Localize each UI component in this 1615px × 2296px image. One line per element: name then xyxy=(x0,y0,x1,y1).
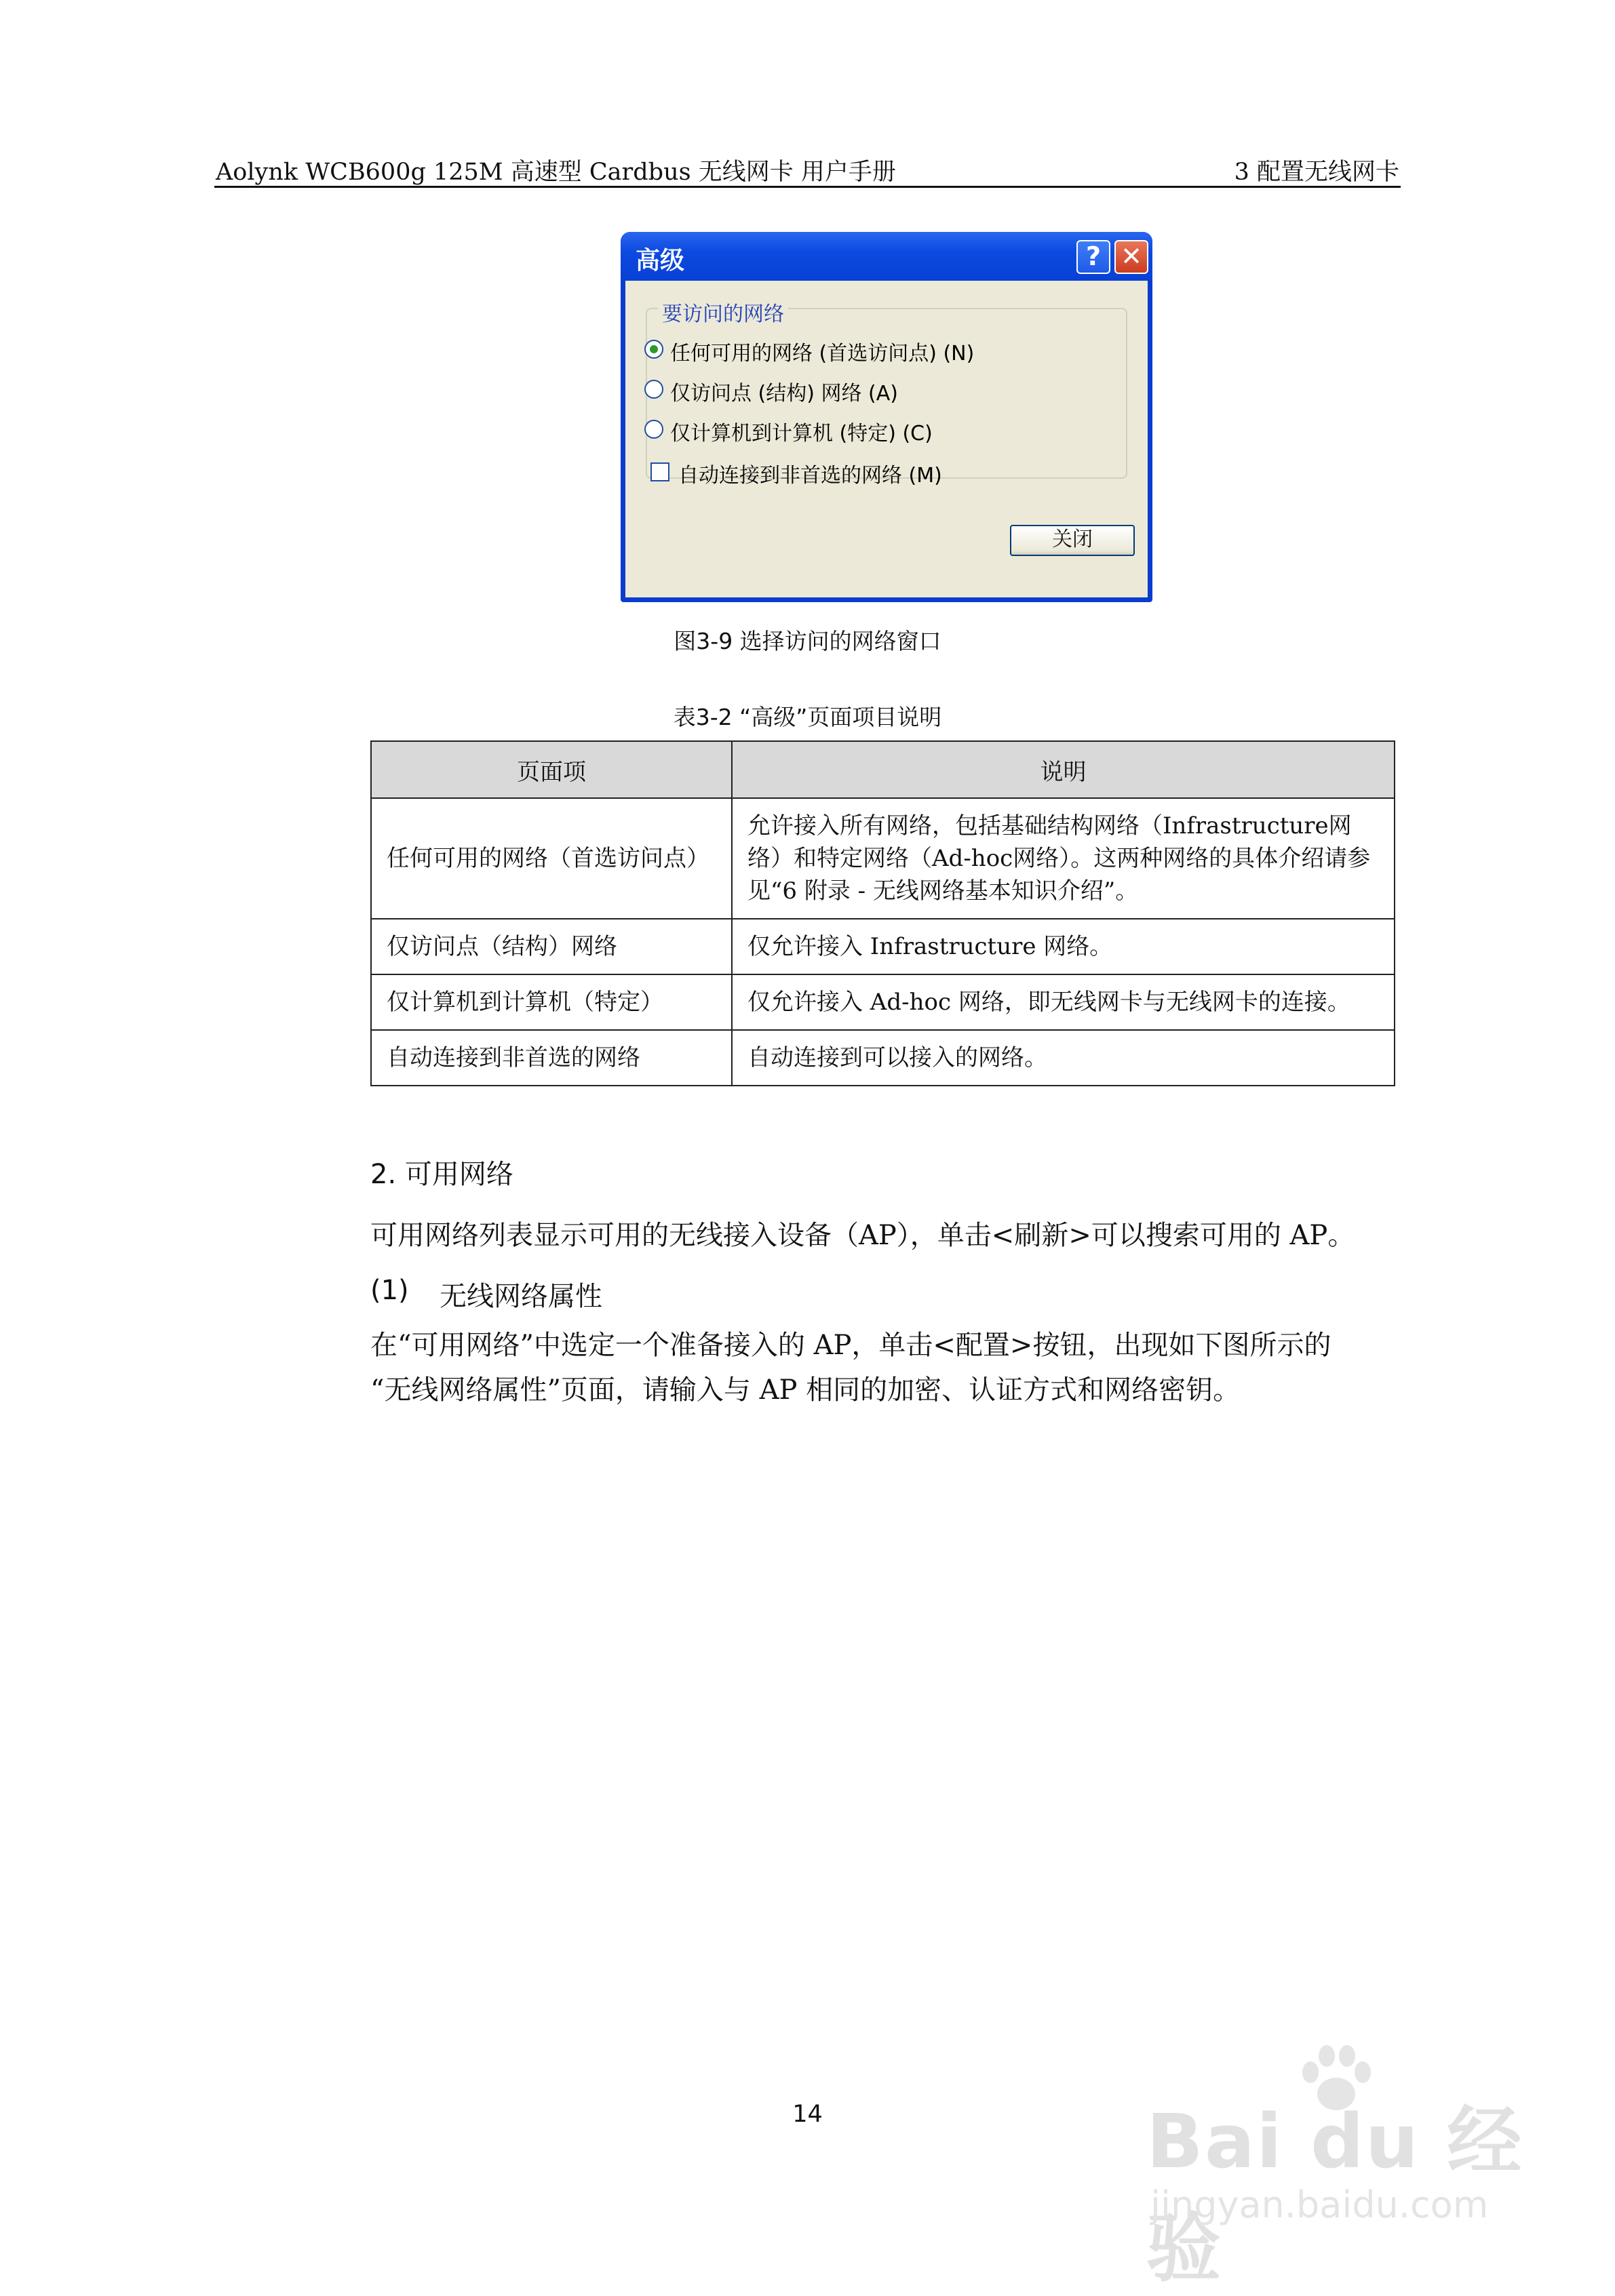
table-row xyxy=(371,974,1395,1030)
dialog-client xyxy=(625,281,1148,597)
table-cell-desc: 仅允许接入 Ad-hoc 网络，即无线网卡与无线网卡的连接。 xyxy=(732,974,1395,1030)
table-cell-item: 任何可用的网络（首选访问点） xyxy=(371,798,732,919)
subsection-number: (1) xyxy=(370,1275,409,1306)
header-right: 3 配置无线网卡 xyxy=(1234,159,1399,186)
page-number: 14 xyxy=(792,2101,823,2128)
advanced-dialog xyxy=(621,232,1152,602)
paragraph: 可用网络列表显示可用的无线接入设备（AP），单击<刷新>可以搜索可用的 AP。 xyxy=(370,1220,1355,1251)
group-label: 要访问的网络 xyxy=(658,297,788,327)
paragraph: “无线网络属性”页面，请输入与 AP 相同的加密、认证方式和网络密钥。 xyxy=(370,1374,1241,1406)
close-button[interactable]: 关闭 xyxy=(1010,525,1135,556)
table-cell-desc: 允许接入所有网络，包括基础结构网络（Infrastructure网络）和特定网络（Ad-hoc网络）。这两种网络的具体介绍请参见“6 附录 - 无线网络基本知识介绍”。 xyxy=(732,798,1395,919)
table-cell-desc: 自动连接到可以接入的网络。 xyxy=(732,1030,1395,1086)
section-title: 2. 可用网络 xyxy=(370,1159,513,1190)
radio-any-network[interactable] xyxy=(644,340,663,359)
option-any-network-label[interactable]: 任何可用的网络 (首选访问点) (N) xyxy=(670,342,975,365)
option-adhoc-only-label[interactable]: 仅计算机到计算机 (特定) (C) xyxy=(670,422,933,446)
table-row xyxy=(371,1030,1395,1086)
table-row xyxy=(371,919,1395,974)
table-cell-item: 仅访问点（结构）网络 xyxy=(371,919,732,974)
watermark-logo: Bai du 经验 xyxy=(1146,2098,1523,2292)
table-header-item: 页面项 xyxy=(371,741,732,798)
header-left: Aolynk WCB600g 125M 高速型 Cardbus 无线网卡 用户手册 xyxy=(216,159,896,186)
auto-connect-checkbox[interactable] xyxy=(650,462,669,481)
table-cell-item: 自动连接到非首选的网络 xyxy=(371,1030,732,1086)
table-header-desc: 说明 xyxy=(732,741,1395,798)
option-ap-only-label[interactable]: 仅访问点 (结构) 网络 (A) xyxy=(670,382,898,405)
radio-selected-dot xyxy=(650,345,658,353)
table-header-row xyxy=(371,741,1395,798)
radio-adhoc-only[interactable] xyxy=(644,420,663,439)
paragraph: 在“可用网络”中选定一个准备接入的 AP，单击<配置>按钮，出现如下图所示的 xyxy=(370,1330,1331,1361)
table-caption: 表3-2 “高级”页面项目说明 xyxy=(673,704,942,730)
watermark-url: jingyan.baidu.com xyxy=(1150,2183,1489,2226)
dialog-title: 高级 xyxy=(636,247,685,275)
dialog-titlebar xyxy=(621,232,1152,281)
auto-connect-label[interactable]: 自动连接到非首选的网络 (M) xyxy=(678,464,942,488)
help-button[interactable]: ? xyxy=(1076,240,1110,274)
table-row xyxy=(371,798,1395,919)
table-cell-item: 仅计算机到计算机（特定） xyxy=(371,974,732,1030)
close-x-button[interactable]: ✕ xyxy=(1114,240,1148,274)
items-table xyxy=(370,740,1395,1086)
subsection-title: 无线网络属性 xyxy=(440,1281,602,1312)
table-cell-desc: 仅允许接入 Infrastructure 网络。 xyxy=(732,919,1395,974)
figure-caption: 图3-9 选择访问的网络窗口 xyxy=(674,628,941,654)
header-rule xyxy=(214,186,1401,188)
radio-ap-only[interactable] xyxy=(644,380,663,399)
baidu-watermark xyxy=(1146,2041,1526,2292)
